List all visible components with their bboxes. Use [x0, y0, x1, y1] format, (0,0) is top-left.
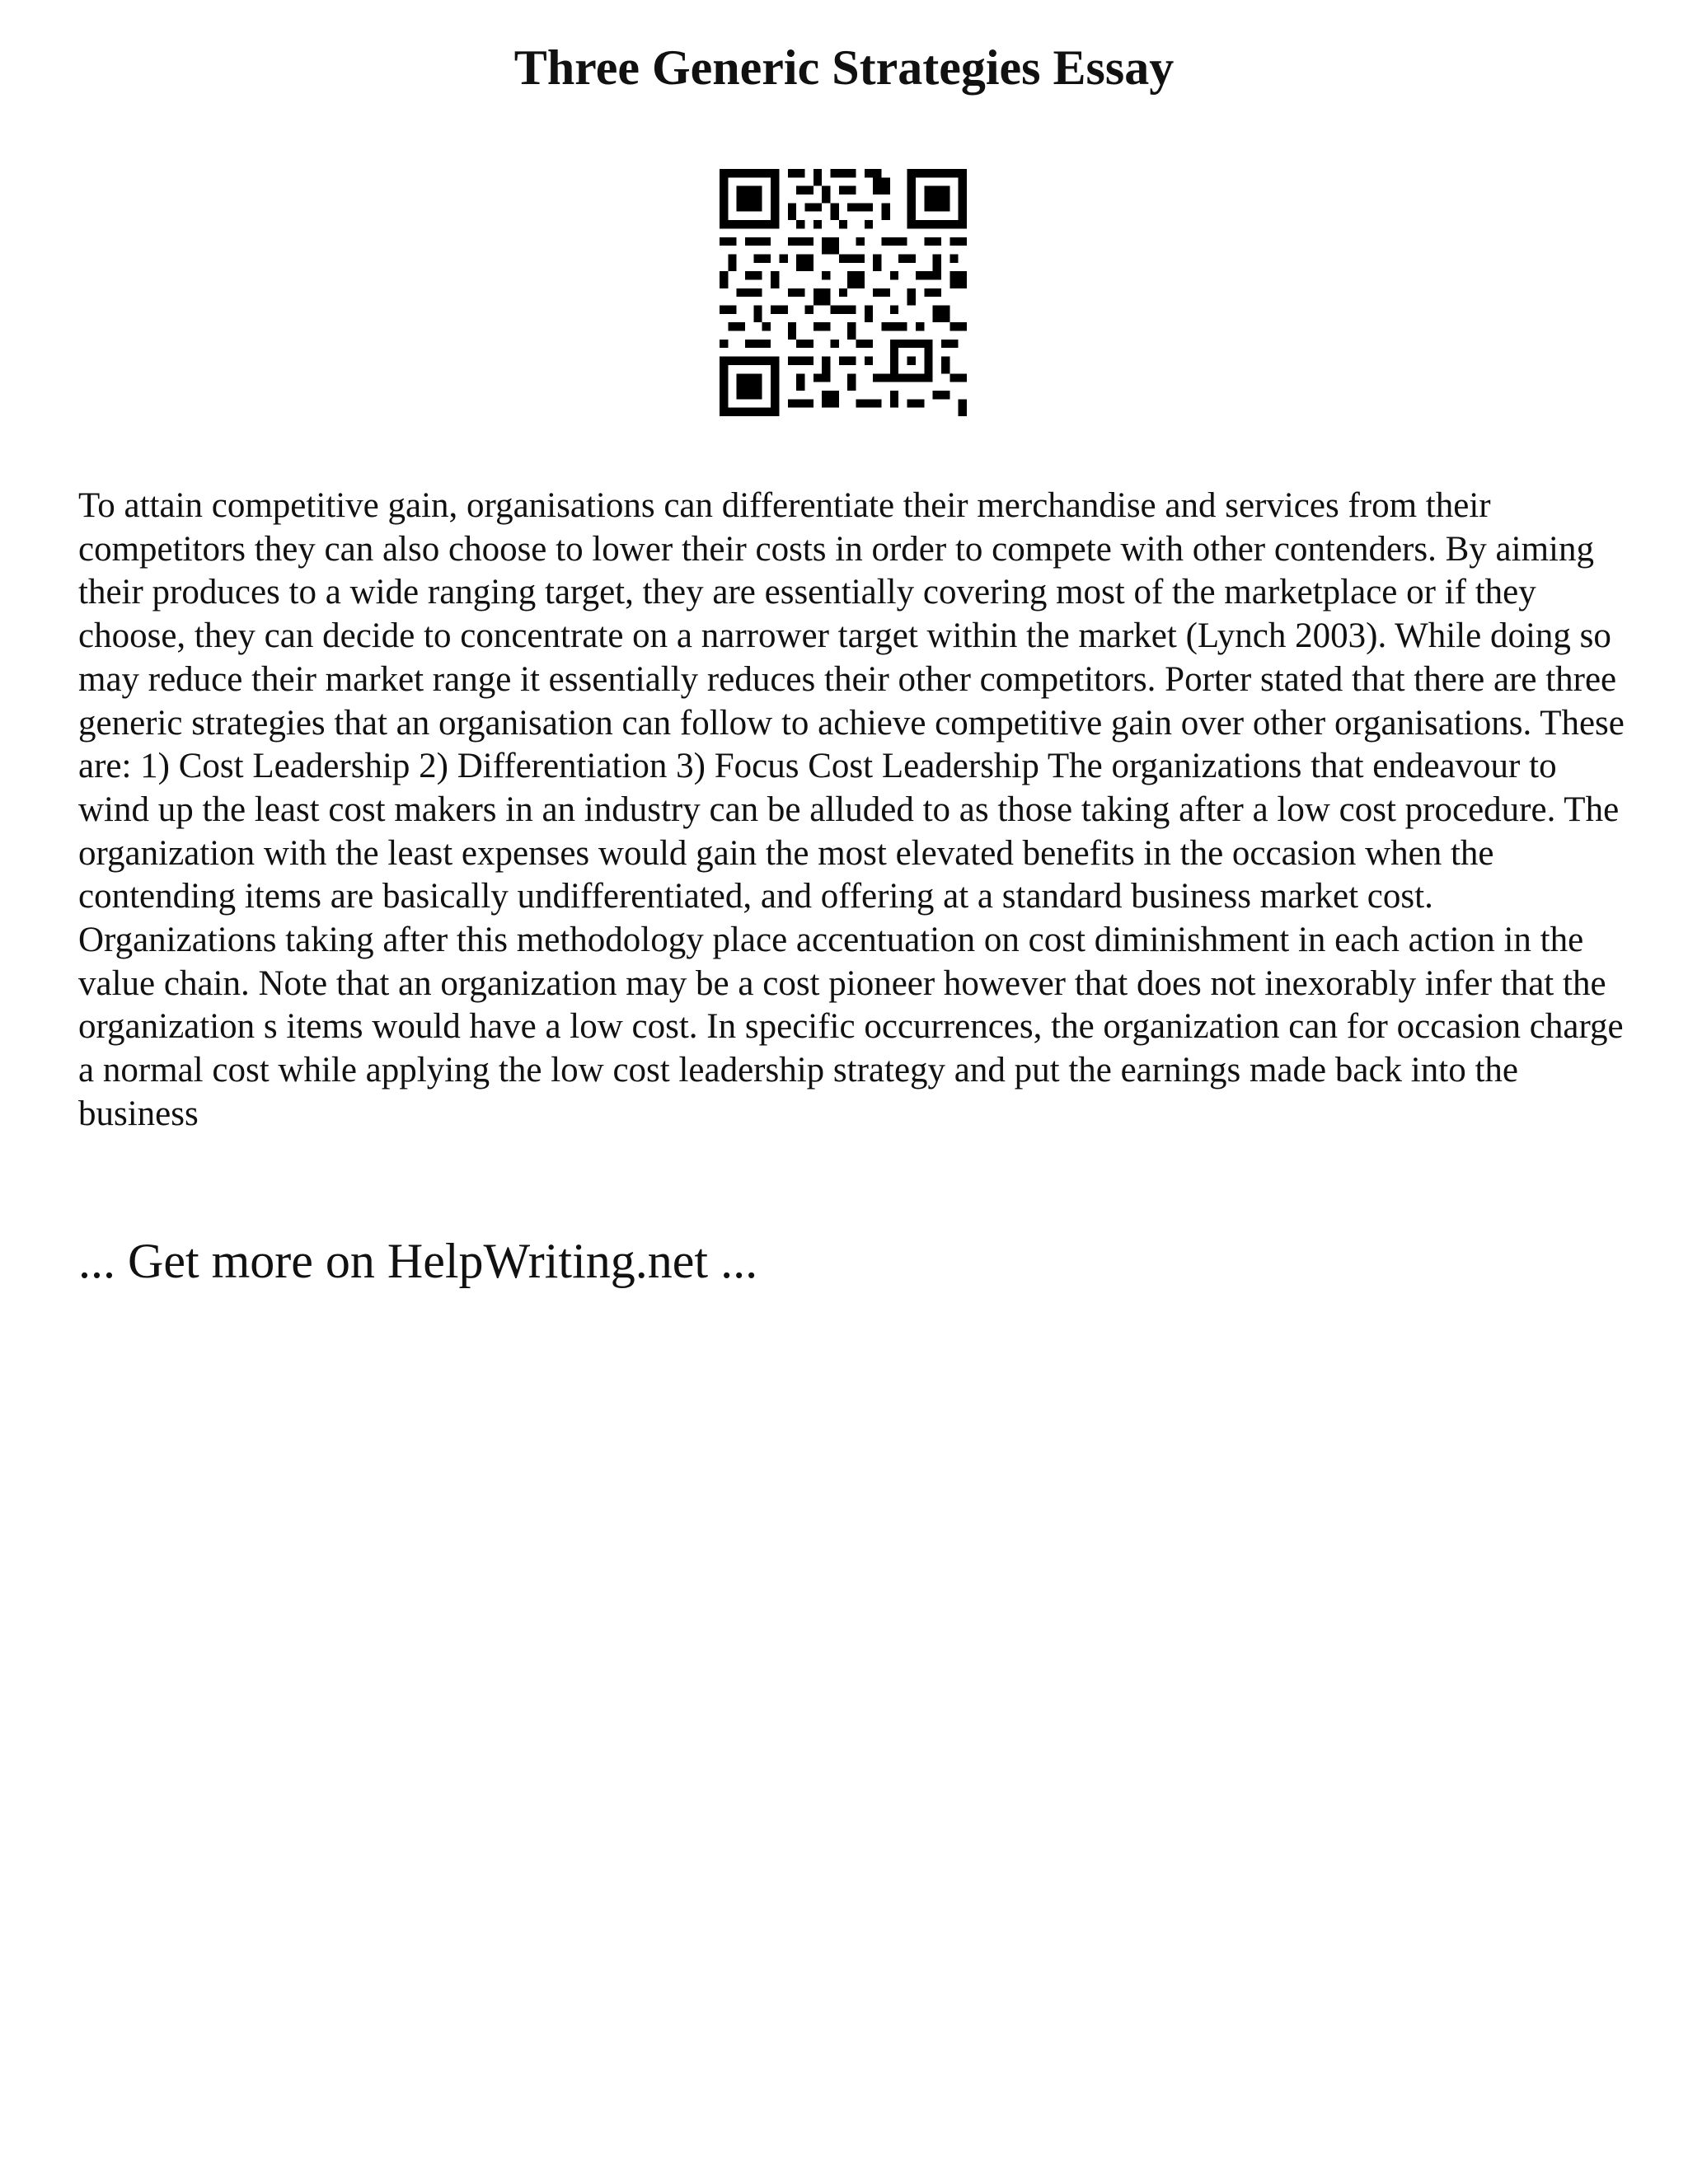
essay-body-text: To attain competitive gain, organisations can differentiate their merchandise and services from their competitors they can also choose to lower their costs in order to compete with other contenders. By aiming their produces to a wide ranging target, they are essentially covering most of the marketplace or if they choose, they can decide to concentrate on a narrower target within the market (Lynch 2003). While doing so may reduce their market range it essentially reduces their other competitors. Porter stated that there are three generic strategies that an organisation can follow to achieve competitive gain over other organisations. These are: 1) Cost Leadership 2) Differentiation 3) Focus Cost Leadership The organizations that endeavour to wind up the least cost makers in an industry can be alluded to as those taking after a low cost procedure. The organization with the least expenses would gain the most elevated benefits in the occasion when the contending items are basically undifferentiated, and offering at a standard business market cost. Organizations taking after this methodology place accentuation on cost diminishment in each action in the value chain. Note that an organization may be a cost pioneer however that does not inexorably infer that the organization s items would have a low cost. In specific occurrences, the organization can for occasion charge a normal cost while applying the low cost leadership strategy and put the earnings made back into the business	[78, 486, 1625, 1133]
qr-code-graphic	[720, 169, 967, 416]
qr-code-icon	[720, 169, 967, 416]
get-more-link[interactable]: ... Get more on HelpWriting.net ...	[78, 1234, 758, 1288]
document-title: Three Generic Strategies Essay	[513, 40, 1175, 95]
